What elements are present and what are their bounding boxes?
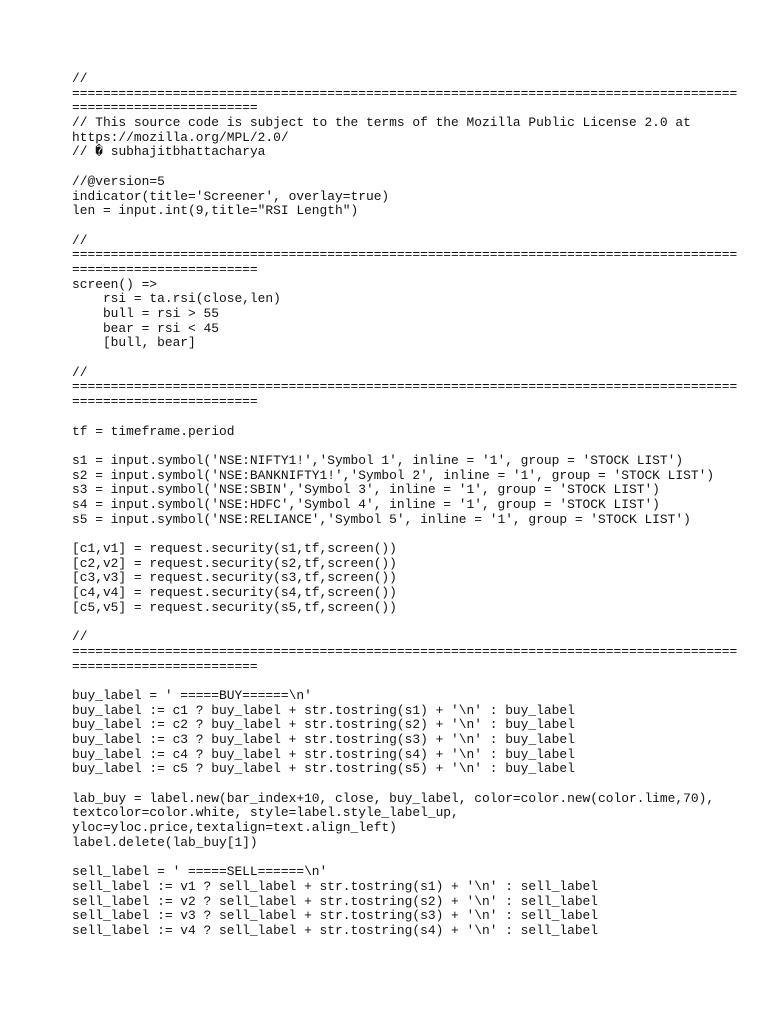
code-line [72, 615, 712, 630]
code-line: // [72, 629, 88, 645]
code-line: ====================================================================================== [72, 379, 738, 395]
code-line: len = input.int(9,title="RSI Length") [72, 203, 359, 219]
code-line: buy_label := c3 ? buy_label + str.tostring(s3) + '\n' : buy_label [72, 731, 575, 747]
code-line: sell_label := v3 ? sell_label + str.tostring(s3) + '\n' : sell_label [72, 908, 599, 924]
code-line: yloc=yloc.price,textalign=text.align_left) [72, 820, 397, 836]
code-line: sell_label := v1 ? sell_label + str.tostring(s1) + '\n' : sell_label [72, 878, 599, 894]
code-line [72, 351, 712, 366]
code-line: // [72, 71, 88, 86]
code-line [72, 850, 712, 865]
code-line: s2 = input.symbol('NSE:BANKNIFTY1!','Symbol 2', inline = '1', group = 'STOCK LIST') [72, 467, 715, 483]
code-document [72, 71, 738, 939]
code-line: label.delete(lab_buy[1]) [72, 834, 258, 850]
code-line: bear = rsi < 45 [72, 320, 219, 336]
code-line: buy_label := c2 ? buy_label + str.tostring(s2) + '\n' : buy_label [72, 717, 575, 733]
code-line: bull = rsi > 55 [72, 306, 219, 321]
code-line: textcolor=color.white, style=label.style_label_up, [72, 805, 459, 821]
code-line: https://mozilla.org/MPL/2.0/ [72, 129, 289, 145]
code-line [72, 410, 712, 425]
code-line: // � subhajitbhattacharya [72, 144, 266, 160]
code-line [72, 674, 712, 689]
code-line: buy_label := c5 ? buy_label + str.tostring(s5) + '\n' : buy_label [72, 761, 575, 777]
code-line: ======================== [72, 100, 258, 116]
code-line: s3 = input.symbol('NSE:SBIN','Symbol 3', inline = '1', group = 'STOCK LIST') [72, 482, 660, 498]
code-line: sell_label = ' =====SELL======\n' [72, 864, 328, 880]
code-line: sell_label := v2 ? sell_label + str.tostring(s2) + '\n' : sell_label [72, 893, 599, 909]
code-line [72, 439, 712, 454]
code-line: ====================================================================================== [72, 247, 738, 263]
code-line: lab_buy = label.new(bar_index+10, close, buy_label, color=color.new(color.lime,70), [72, 790, 715, 806]
code-line: screen() => [72, 276, 158, 292]
code-line: buy_label := c1 ? buy_label + str.tostring(s1) + '\n' : buy_label [72, 702, 575, 718]
code-line [72, 527, 712, 542]
code-line: tf = timeframe.period [72, 423, 235, 439]
code-line: buy_label = ' =====BUY======\n' [72, 687, 312, 703]
code-line: // This source code is subject to the terms of the Mozilla Public License 2.0 at [72, 115, 691, 131]
code-line: [c3,v3] = request.security(s3,tf,screen()) [72, 570, 397, 586]
code-line: [c1,v1] = request.security(s1,tf,screen()) [72, 541, 397, 556]
code-line [72, 219, 712, 234]
code-line [72, 777, 712, 792]
code-line: s5 = input.symbol('NSE:RELIANCE','Symbol 5', inline = '1', group = 'STOCK LIST') [72, 511, 691, 527]
code-line: ======================== [72, 658, 258, 674]
code-line: [c2,v2] = request.security(s2,tf,screen()) [72, 555, 397, 571]
code-line: indicator(title='Screener', overlay=true) [72, 188, 390, 204]
code-line: s1 = input.symbol('NSE:NIFTY1!','Symbol 1', inline = '1', group = 'STOCK LIST') [72, 452, 684, 468]
code-line: rsi = ta.rsi(close,len) [72, 291, 281, 307]
code-line: ====================================================================================== [72, 643, 738, 659]
code-line: // [72, 364, 88, 380]
code-line [72, 160, 712, 175]
code-line: ======================== [72, 261, 258, 277]
code-line: ====================================================================================== [72, 85, 738, 101]
code-line: //@version=5 [72, 173, 165, 189]
code-line: ======================== [72, 394, 258, 410]
code-line: [bull, bear] [72, 335, 196, 351]
code-line: buy_label := c4 ? buy_label + str.tostring(s4) + '\n' : buy_label [72, 746, 575, 762]
code-line: sell_label := v4 ? sell_label + str.tostring(s4) + '\n' : sell_label [72, 922, 599, 938]
code-line: // [72, 232, 88, 248]
code-line: [c4,v4] = request.security(s4,tf,screen()) [72, 585, 397, 601]
code-line: s4 = input.symbol('NSE:HDFC','Symbol 4', inline = '1', group = 'STOCK LIST') [72, 496, 660, 512]
code-line: [c5,v5] = request.security(s5,tf,screen()) [72, 599, 397, 615]
